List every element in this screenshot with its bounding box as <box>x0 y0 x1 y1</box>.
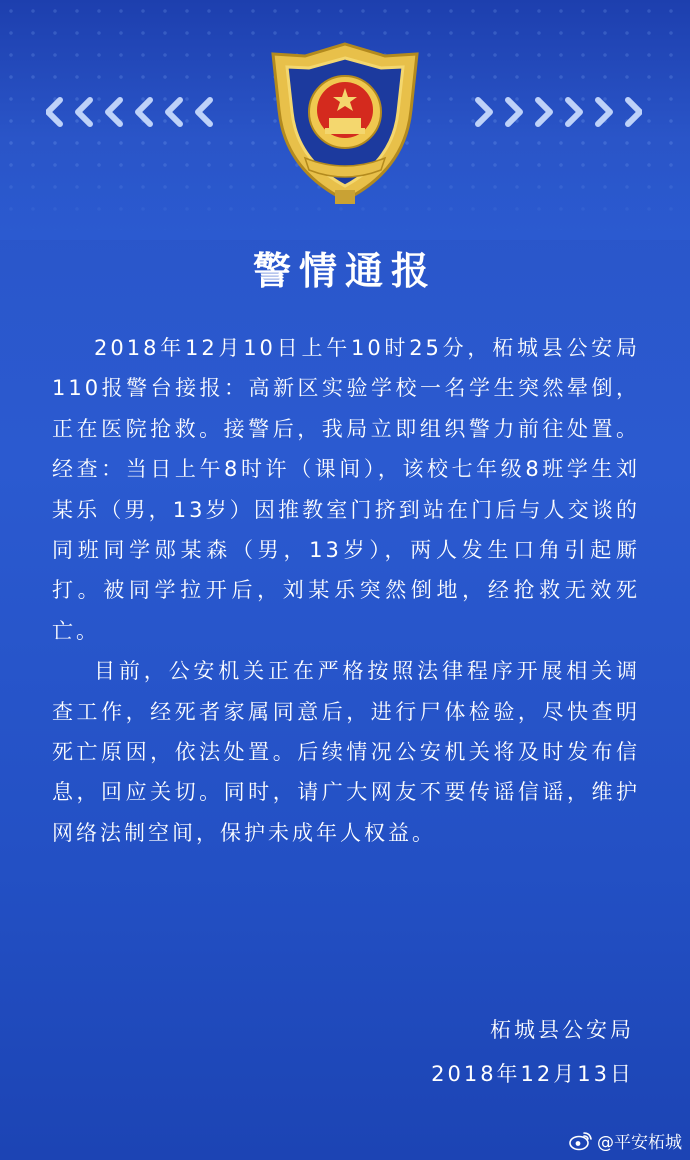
paragraph-incident: 2018年12月10日上午10时25分，柘城县公安局110报警台接报：高新区实验学校一名学生突然晕倒，正在医院抢救。接警后，我局立即组织警力前往处置。经查：当日上午8时许（课间），该校七年级8班学生刘某乐（男，13岁）因推教室门挤到站在门后与人交谈的同班同学郧某森（男，13岁），两人发生口角引起厮打。被同学拉开后，刘某乐突然倒地，经抢救无效死亡。 <box>52 336 640 643</box>
weibo-icon <box>569 1131 593 1151</box>
wing-right-icon <box>462 92 642 132</box>
signature-date: 2018年12月13日 <box>431 1062 634 1086</box>
weibo-watermark <box>569 1128 682 1153</box>
notice-body <box>52 328 640 853</box>
police-emblem-icon <box>265 40 425 210</box>
watermark-text: @平安柘城 <box>597 1133 682 1153</box>
signature-organization: 柘城县公安局 <box>490 1018 634 1042</box>
paragraph-followup: 目前，公安机关正在严格按照法律程序开展相关调查工作，经死者家属同意后，进行尸体检验，尽快查明死亡原因，依法处置。后续情况公安机关将及时发布信息，回应关切。同时，请广大网友不要传谣信谣，维护网络法制空间，保护未成年人权益。 <box>52 659 640 845</box>
notice-title: 警情通报 <box>252 249 437 293</box>
wing-left-icon <box>46 92 226 132</box>
